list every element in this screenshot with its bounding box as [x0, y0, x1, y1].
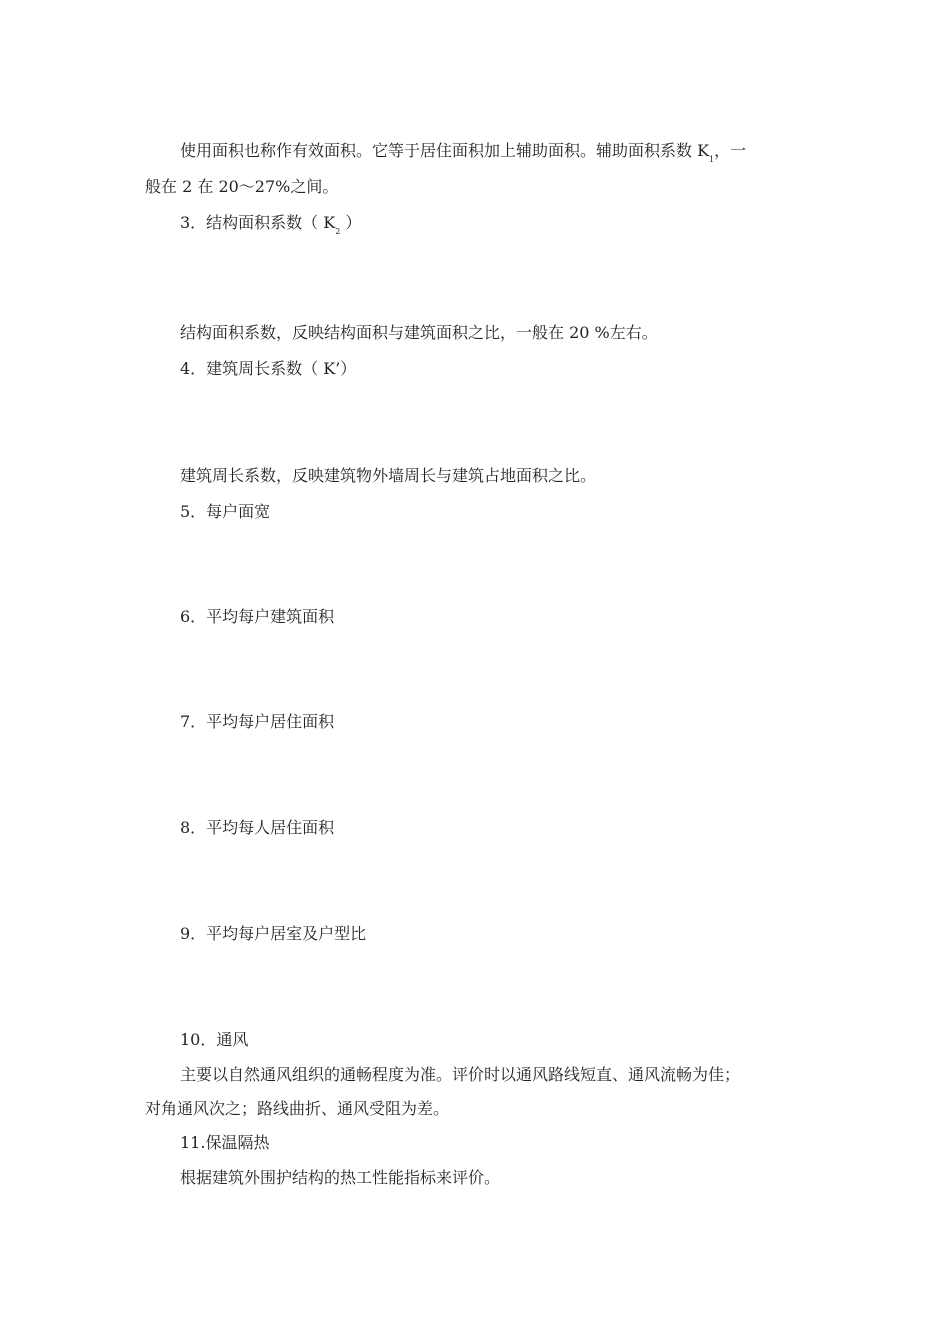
heading-avg-unit-building-area: 6．平均每户建筑面积 — [180, 607, 335, 626]
heading-perimeter-coefficient: 4．建筑周长系数（ K’） — [180, 359, 357, 378]
heading-ventilation: 10．通风 — [180, 1030, 249, 1049]
paragraph-ventilation-line-2: 对角通风次之；路线曲折、通风受阻为差。 — [145, 1099, 450, 1118]
paragraph-ventilation-line-1: 主要以自然通风组织的通畅程度为准。评价时以通风路线短直、通风流畅为佳； — [180, 1065, 741, 1084]
paragraph-usable-area-line-2: 般在 2 在 20～27%之间。 — [145, 177, 339, 196]
paragraph-insulation: 根据建筑外围护结构的热工性能指标来评价。 — [180, 1168, 501, 1187]
heading-insulation: 11.保温隔热 — [180, 1133, 270, 1152]
heading-avg-person-living-area: 8．平均每人居住面积 — [180, 818, 335, 837]
heading-unit-frontage: 5．每户面宽 — [180, 502, 271, 521]
paragraph-structure-area-coefficient: 结构面积系数，反映结构面积与建筑面积之比，一般在 20 %左右。 — [180, 323, 658, 342]
paragraph-usable-area-line-1: 使用面积也称作有效面积。它等于居住面积加上辅助面积。辅助面积系数 $K_1$，一 — [180, 141, 747, 164]
heading-structure-area-coefficient: 3．结构面积系数（ $K_2$ ） — [180, 213, 362, 236]
heading-avg-rooms-unit-ratio: 9．平均每户居室及户型比 — [180, 924, 367, 943]
heading-avg-unit-living-area: 7．平均每户居住面积 — [180, 712, 335, 731]
paragraph-perimeter-coefficient: 建筑周长系数，反映建筑物外墙周长与建筑占地面积之比。 — [180, 466, 597, 485]
